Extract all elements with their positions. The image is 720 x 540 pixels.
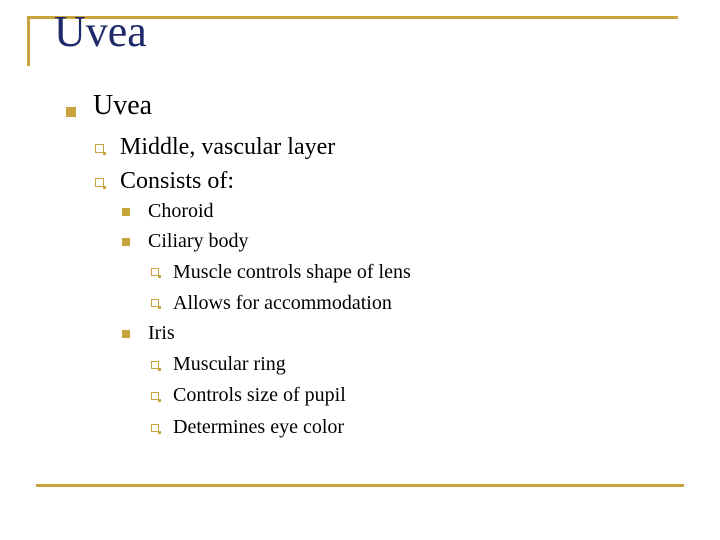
square-bullet-icon — [66, 107, 76, 117]
hollow-square-bullet-icon — [95, 144, 104, 153]
title-vertical-rule — [27, 16, 30, 66]
part-iris: Iris — [148, 322, 175, 344]
part-choroid: Choroid — [148, 200, 214, 222]
detail-controls-size-of-pupil: Controls size of pupil — [173, 384, 346, 406]
hollow-square-bullet-icon — [151, 299, 159, 307]
hollow-square-bullet-icon — [151, 268, 159, 276]
hollow-square-bullet-icon — [151, 392, 159, 400]
square-bullet-icon — [122, 330, 130, 338]
part-ciliary-body: Ciliary body — [148, 230, 249, 252]
square-bullet-icon — [122, 208, 130, 216]
heading-uvea: Uvea — [93, 90, 153, 121]
detail-muscular-ring: Muscular ring — [173, 353, 286, 375]
hollow-square-bullet-icon — [95, 178, 104, 187]
hollow-square-bullet-icon — [151, 424, 159, 432]
slide-title: Uvea — [54, 7, 147, 56]
detail-allows-accommodation: Allows for accommodation — [173, 292, 392, 314]
point-consists-of: Consists of: — [120, 168, 235, 194]
point-middle-vascular-layer: Middle, vascular layer — [120, 134, 336, 160]
detail-muscle-controls-shape: Muscle controls shape of lens — [173, 261, 411, 283]
hollow-square-bullet-icon — [151, 361, 159, 369]
square-bullet-icon — [122, 238, 130, 246]
detail-determines-eye-color: Determines eye color — [173, 416, 345, 438]
bottom-rule — [36, 484, 684, 487]
